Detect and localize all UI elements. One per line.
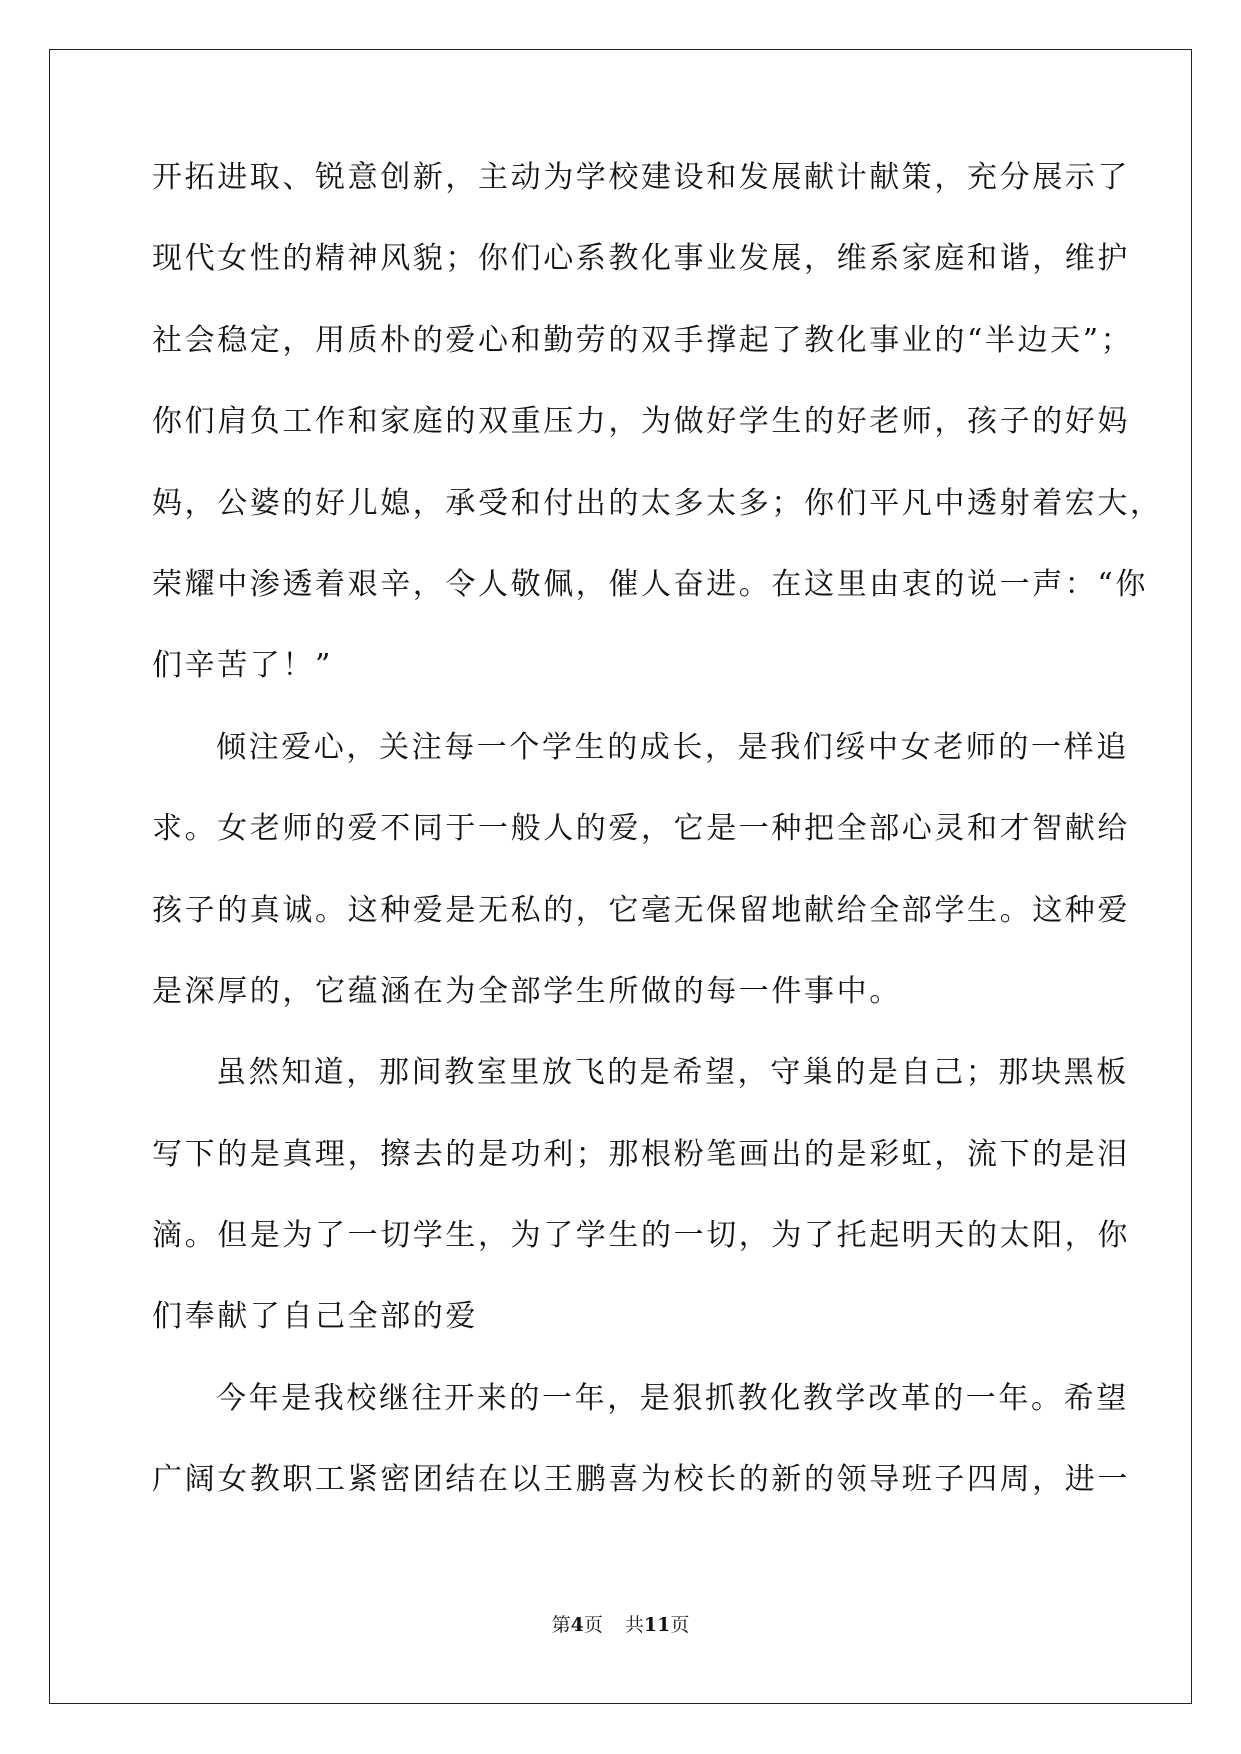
page-footer xyxy=(0,1612,1241,1638)
page-suffix: 页 xyxy=(583,1614,603,1636)
paragraph-first-line: 今年是我校继往开来的一年，是狠抓教化教学改革的一年。希望 xyxy=(216,1380,1129,1416)
text-line: 是深厚的，它蕴涵在为全部学生所做的每一件事中。 xyxy=(152,973,902,1009)
text-line: 孩子的真诚。这种爱是无私的，它毫无保留地献给全部学生。这种爱 xyxy=(152,892,1130,928)
text-line: 们辛苦了！” xyxy=(152,648,333,684)
text-line: 你们肩负工作和家庭的双重压力，为做好学生的好老师，孩子的好妈 xyxy=(152,404,1130,440)
page-number: 4 xyxy=(570,1614,584,1636)
total-prefix: 共 xyxy=(624,1614,644,1636)
page-prefix: 第 xyxy=(551,1614,571,1636)
text-line: 社会稳定，用质朴的爱心和勤劳的双手撑起了教化事业的“半边天”； xyxy=(152,322,1134,358)
text-line: 荣耀中渗透着艰辛，令人敬佩，催人奋进。在这里由衷的说一声：“你 xyxy=(152,566,1148,602)
text-line: 滴。但是为了一切学生，为了学生的一切，为了托起明天的太阳，你 xyxy=(152,1218,1130,1254)
text-line: 妈，公婆的好儿媳，承受和付出的太多太多；你们平凡中透射着宏大， xyxy=(152,485,1163,521)
paragraph-first-line: 虽然知道，那间教室里放飞的是希望，守巢的是自己；那块黑板 xyxy=(216,1055,1129,1091)
paragraph-first-line: 倾注爱心，关注每一个学生的成长，是我们绥中女老师的一样追 xyxy=(216,729,1129,765)
total-pages: 11 xyxy=(643,1614,671,1636)
text-line: 开拓进取、锐意创新，主动为学校建设和发展献计献策，充分展示了 xyxy=(152,160,1130,195)
text-line: 写下的是真理，擦去的是功利；那根粉笔画出的是彩虹，流下的是泪 xyxy=(152,1136,1130,1172)
text-line: 现代女性的精神风貌；你们心系教化事业发展，维系家庭和谐，维护 xyxy=(152,241,1130,277)
text-line: 求。女老师的爱不同于一般人的爱，它是一种把全部心灵和才智献给 xyxy=(152,811,1130,847)
text-line: 们奉献了自己全部的爱 xyxy=(152,1299,478,1335)
document-body xyxy=(152,158,1163,1542)
text-line: 广阔女教职工紧密团结在以王鹏喜为校长的新的领导班子四周，进一 xyxy=(152,1462,1130,1498)
total-suffix: 页 xyxy=(670,1614,690,1636)
